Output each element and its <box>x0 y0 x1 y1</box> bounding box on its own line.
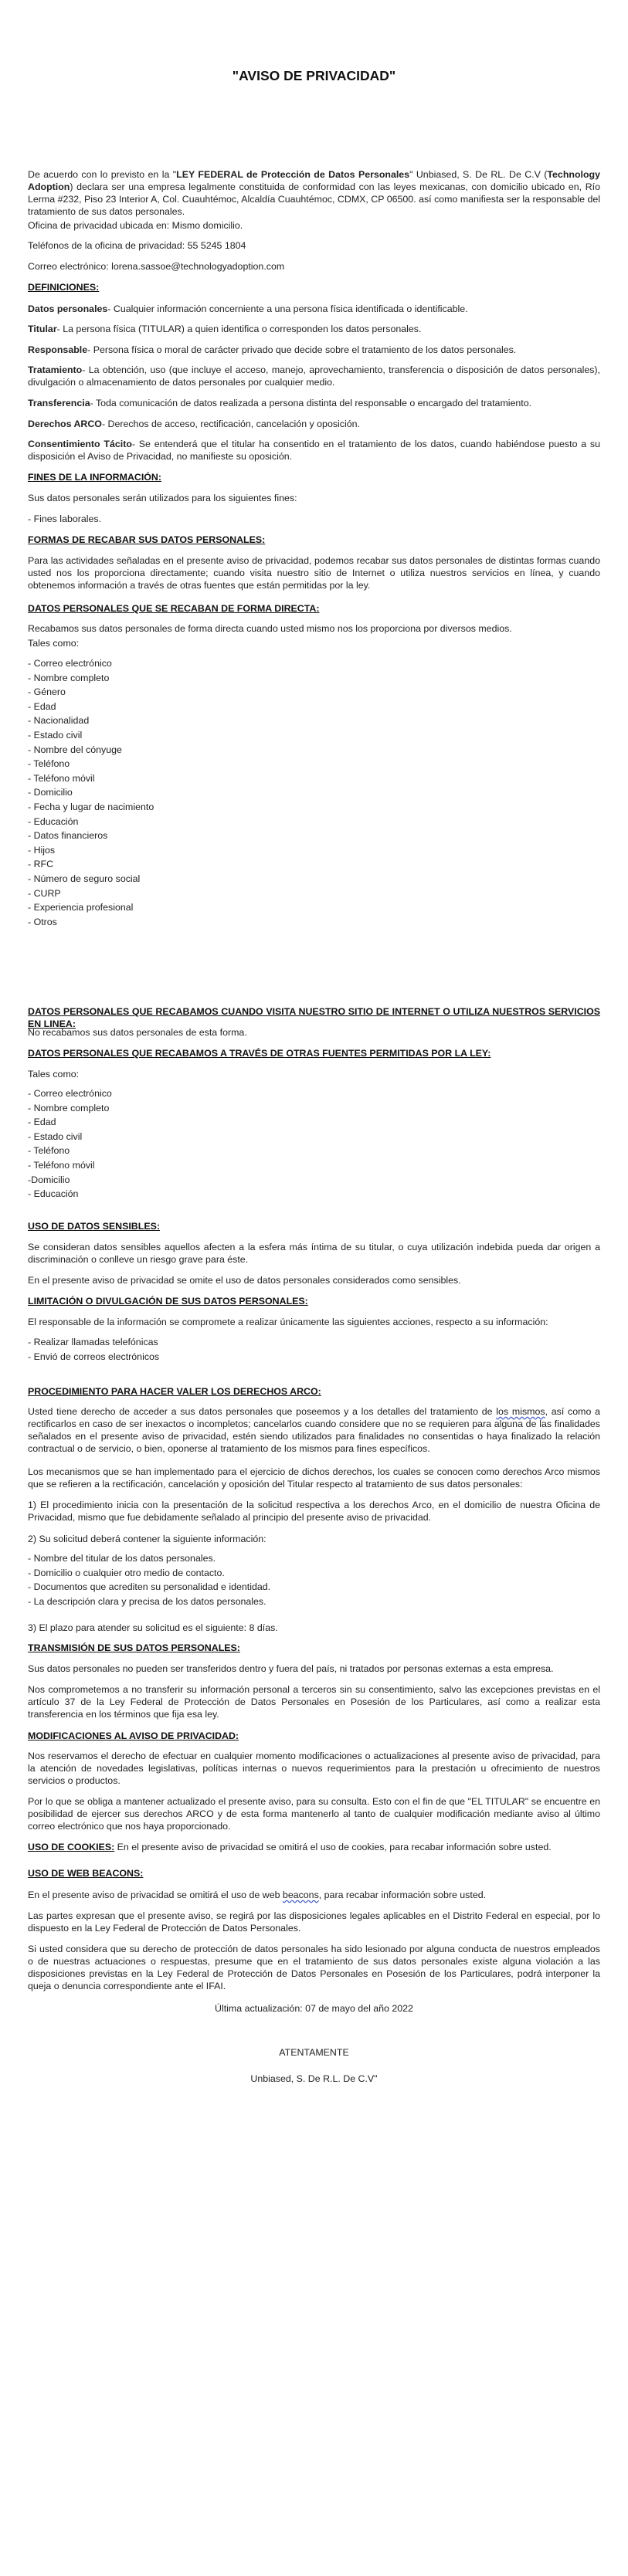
list-item: - Género <box>28 686 66 698</box>
list-item: - Documentos que acrediten su personalidad e identidad. <box>28 1581 271 1593</box>
company-name: Technology Adoption <box>28 169 600 192</box>
direct-data-heading: DATOS PERSONALES QUE SE RECABAN DE FORMA DIRECTA: <box>28 603 320 614</box>
beacons-heading: USO DE WEB BEACONS: <box>28 1868 144 1879</box>
list-item: - RFC <box>28 859 54 870</box>
cookies-heading: USO DE COOKIES: <box>28 1842 115 1852</box>
list-item: - Número de seguro social <box>28 873 141 884</box>
arco-requirements-list <box>28 1551 600 1608</box>
list-item: - Nombre completo <box>28 1102 110 1113</box>
signature: Unbiased, S. De R.L. De C.V" <box>250 2073 378 2084</box>
direct-data-list <box>28 656 600 929</box>
list-item: - Edad <box>28 700 56 712</box>
definition-consent: Consentimiento Tácito- Se entenderá que el titular ha consentido en el tratamiento de los datos, cuando habiéndose puesto a su disposición el Aviso de Privacidad, no manifieste su oposición. <box>28 439 600 462</box>
list-item: - Correo electrónico <box>28 658 112 669</box>
privacy-phone: Teléfonos de la oficina de privacidad: 55 5245 1804 <box>28 240 246 251</box>
list-item: - Experiencia profesional <box>28 902 134 913</box>
closing-salutation: ATENTAMENTE <box>279 2047 349 2058</box>
list-item: - Nombre del titular de los datos personales. <box>28 1553 216 1564</box>
cookies-paragraph: USO DE COOKIES: En el presente aviso de privacidad se omitirá el uso de cookies, para recabar información sobre usted. <box>28 1842 552 1852</box>
transfer-text-1: Sus datos personales no pueden ser transferidos dentro y fuera del país, ni tratados por personas externas a esta empresa. <box>28 1663 554 1674</box>
modifications-text-2: Por lo que se obliga a mantener actualizado el presente aviso, para su consulta. Esto con el fin de que "EL TITULAR" se encuentre en posibilidad de ejercer sus derechos ARCO y de esta forma mantenerlo al tanto de cualquier modificación mediante aviso al último correo electrónico que nos haya proporcionado. <box>28 1796 600 1832</box>
list-item: - Datos financieros <box>28 830 108 842</box>
arco-procedure-step-3: 3) El plazo para atender su solicitud es el siguiente: 8 días. <box>28 1622 278 1633</box>
limitation-list <box>28 1335 600 1364</box>
list-item: - Teléfono móvil <box>28 772 95 784</box>
other-sources-list <box>28 1086 600 1202</box>
sensitive-data-text-1: Se consideran datos sensibles aquellos afecten a la esfera más íntima de su titular, o cuya utilización indebida pueda dar origen a discriminación o conlleve un riesgo grave para éste. <box>28 1242 600 1265</box>
purposes-heading: FINES DE LA INFORMACIÓN: <box>28 472 162 483</box>
transfer-heading: TRANSMISIÓN DE SUS DATOS PERSONALES: <box>28 1642 240 1653</box>
modifications-text-1: Nos reservamos el derecho de efectuar en cualquier momento modificaciones o actualizaciones al presente aviso de privacidad, para la atención de novedades legislativas, políticas internas o nuevos requerimientos para la prestación u ofrecimiento de nuestros servicios o productos. <box>28 1751 600 1786</box>
list-item: - CURP <box>28 887 61 899</box>
list-item: - Teléfono móvil <box>28 1159 95 1171</box>
list-item: - Domicilio o cualquier otro medio de contacto. <box>28 1567 225 1578</box>
limitation-text: El responsable de la información se compromete a realizar únicamente las siguientes acciones, respecto a su información: <box>28 1317 548 1327</box>
list-item: - Domicilio <box>28 787 73 798</box>
direct-data-such-as: Tales como: <box>28 638 80 649</box>
list-item: - Teléfono <box>28 758 70 770</box>
arco-procedure-heading: PROCEDIMIENTO PARA HACER VALER LOS DERECHOS ARCO: <box>28 1386 321 1397</box>
other-sources-such-as: Tales como: <box>28 1069 80 1080</box>
collect-forms-text: Para las actividades señaladas en el presente aviso de privacidad, podemos recabar sus datos personales de distintas formas cuando usted nos los proporciona directamente; cuando visita nuestro sitio de Internet o utiliza nuestros servicios en línea, y cuando obtenemos información a través de otras fuentes que están permitidas por la ley. <box>28 555 600 591</box>
list-item: - Estado civil <box>28 1130 83 1142</box>
definition-personal-data: Datos personales- Cualquier información concerniente a una persona física identificada o identificable. <box>28 303 468 314</box>
definitions-heading: DEFINICIONES: <box>28 282 100 293</box>
arco-procedure-paragraph-1: Usted tiene derecho de acceder a sus datos personales que poseemos y a los detalles del tratamiento de los mismos, así como a rectificarlos en caso de ser inexactos o incompletos; cancelarlos cuando considere que no se requieren para alguna de las finalidades señalados en el presente aviso de privacidad, estén siendo utilizados para finalidades no consentidas o haya finalizado la relación contractual o de servicio, o bien, oponerse al tratamiento de los mismos para fines específicos. <box>28 1406 600 1454</box>
ifai-complaint-text: Si usted considera que su derecho de protección de datos personales ha sido lesionado por alguna conducta de nuestros empleados o de nuestras actuaciones o respuestas, presume que en el tratamiento de sus datos personales existe alguna violación a las disposiciones previstas en la Ley Federal de Protección de Datos Personales en Posesión de los Particulares, podrá interponer la queja o denuncia correspondiente ante el IFAI. <box>28 1944 600 1991</box>
list-item: - Estado civil <box>28 729 83 741</box>
definition-arco: Derechos ARCO- Derechos de acceso, rectificación, cancelación y oposición. <box>28 419 360 429</box>
list-item: - Realizar llamadas telefónicas <box>28 1337 158 1347</box>
jurisdiction-text: Las partes expresan que el presente aviso, se regirá por las disposiciones legales aplicables en el Distrito Federal en especial, por lo dispuesto en la Ley Federal de Protección de Datos Personales. <box>28 1910 600 1934</box>
law-name: LEY FEDERAL de Protección de Datos Personales <box>176 169 410 180</box>
list-item: - Nacionalidad <box>28 715 90 727</box>
purposes-item: - Fines laborales. <box>28 514 102 524</box>
document-title: "AVISO DE PRIVACIDAD" <box>232 68 396 83</box>
direct-data-text: Recabamos sus datos personales de forma directa cuando usted mismo nos los proporciona por diversos medios. <box>28 623 512 634</box>
list-item: - Hijos <box>28 844 56 856</box>
definition-transfer: Transferencia- Toda comunicación de datos realizada a persona distinta del responsable o encargado del tratamiento. <box>28 398 532 408</box>
privacy-email: Correo electrónico: lorena.sassoe@technologyadoption.com <box>28 261 285 272</box>
arco-procedure-step-2: 2) Su solicitud deberá contener la siguiente información: <box>28 1534 266 1544</box>
privacy-office: Oficina de privacidad ubicada en: Mismo domicilio. <box>28 220 243 231</box>
definition-responsible: Responsable- Persona física o moral de carácter privado que decide sobre el tratamiento de los datos personales. <box>28 344 517 355</box>
list-item: - Correo electrónico <box>28 1088 112 1099</box>
definition-holder: Titular- La persona física (TITULAR) a quien identifica o corresponden los datos personales. <box>28 324 422 334</box>
website-data-heading: DATOS PERSONALES QUE RECABAMOS CUANDO VISITA NUESTRO SITIO DE INTERNET O UTILIZA NUESTROS SERVICIOS EN LINEA: <box>28 1006 600 1029</box>
limitation-heading: LIMITACIÓN O DIVULGACIÓN DE SUS DATOS PERSONALES: <box>28 1296 308 1307</box>
list-item: - Nombre completo <box>28 672 110 683</box>
spellcheck-word: los mismos <box>496 1406 545 1417</box>
beacons-text: En el presente aviso de privacidad se omitirá el uso de web beacons, para recabar información sobre usted. <box>28 1890 487 1900</box>
purposes-text: Sus datos personales serán utilizados para los siguientes fines: <box>28 493 297 503</box>
list-item: - Fecha y lugar de nacimiento <box>28 801 154 812</box>
transfer-text-2: Nos comprometemos a no transferir su información personal a terceros sin su consentimiento, salvo las excepciones previstas en el artículo 37 de la Ley Federal de Protección de Datos Personales en Posesión de los Particulares, así como a realizar esta transferencia en los términos que fija esa ley. <box>28 1684 600 1720</box>
list-item: -Domicilio <box>28 1174 70 1185</box>
arco-procedure-paragraph-2: Los mecanismos que se han implementado para el ejercicio de dichos derechos, los cuales se conocen como derechos Arco mismos que se refieren a la rectificación, cancelación y oposición del Titular respecto al tratamiento de sus datos personales: <box>28 1466 600 1490</box>
list-item: - Nombre del cónyuge <box>28 744 122 755</box>
sensitive-data-heading: USO DE DATOS SENSIBLES: <box>28 1221 160 1232</box>
list-item: - La descripción clara y precisa de los datos personales. <box>28 1595 266 1607</box>
arco-procedure-step-1: 1) El procedimiento inicia con la presentación de la solicitud respectiva a los derechos Arco, en el domicilio de nuestra Oficina de Privacidad, mismo que fue debidamente señalado al principio del presente aviso de privacidad. <box>28 1500 600 1523</box>
list-item: - Otros <box>28 916 57 927</box>
modifications-heading: MODIFICACIONES AL AVISO DE PRIVACIDAD: <box>28 1730 239 1741</box>
other-sources-heading: DATOS PERSONALES QUE RECABAMOS A TRAVÉS DE OTRAS FUENTES PERMITIDAS POR LA LEY: <box>28 1048 491 1059</box>
list-item: - Envió de correos electrónicos <box>28 1351 160 1362</box>
spellcheck-word: beacons <box>282 1890 319 1900</box>
list-item: - Educación <box>28 815 79 827</box>
list-item: - Educación <box>28 1188 79 1200</box>
list-item: - Edad <box>28 1117 56 1128</box>
sensitive-data-text-2: En el presente aviso de privacidad se omite el uso de datos personales considerados como sensibles. <box>28 1275 461 1286</box>
last-update: Última actualización: 07 de mayo del año 2022 <box>215 2003 413 2014</box>
website-data-text: No recabamos sus datos personales de esta forma. <box>28 1027 247 1038</box>
collect-forms-heading: FORMAS DE RECABAR SUS DATOS PERSONALES: <box>28 534 266 545</box>
definition-treatment: Tratamiento- La obtención, uso (que incluye el acceso, manejo, aprovechamiento, transferencia o disposición de datos personales), divulgación o almacenamiento de datos personales por cualquier medio. <box>28 364 600 388</box>
list-item: - Teléfono <box>28 1145 70 1157</box>
intro-paragraph: De acuerdo con lo previsto en la "LEY FEDERAL de Protección de Datos Personales" Unbiased, S. De RL. De C.V (Technology Adoption) declara ser una empresa legalmente constituida de conformidad con las leyes mexicanas, con domicilio ubicado en, Río Lerma #232, Piso 23 Interior A, Col. Cuauhtémoc, Alcaldía Cuauhtémoc, CDMX, CP 06500. así como manifiesta ser la responsable del tratamiento de sus datos personales. <box>28 169 600 217</box>
